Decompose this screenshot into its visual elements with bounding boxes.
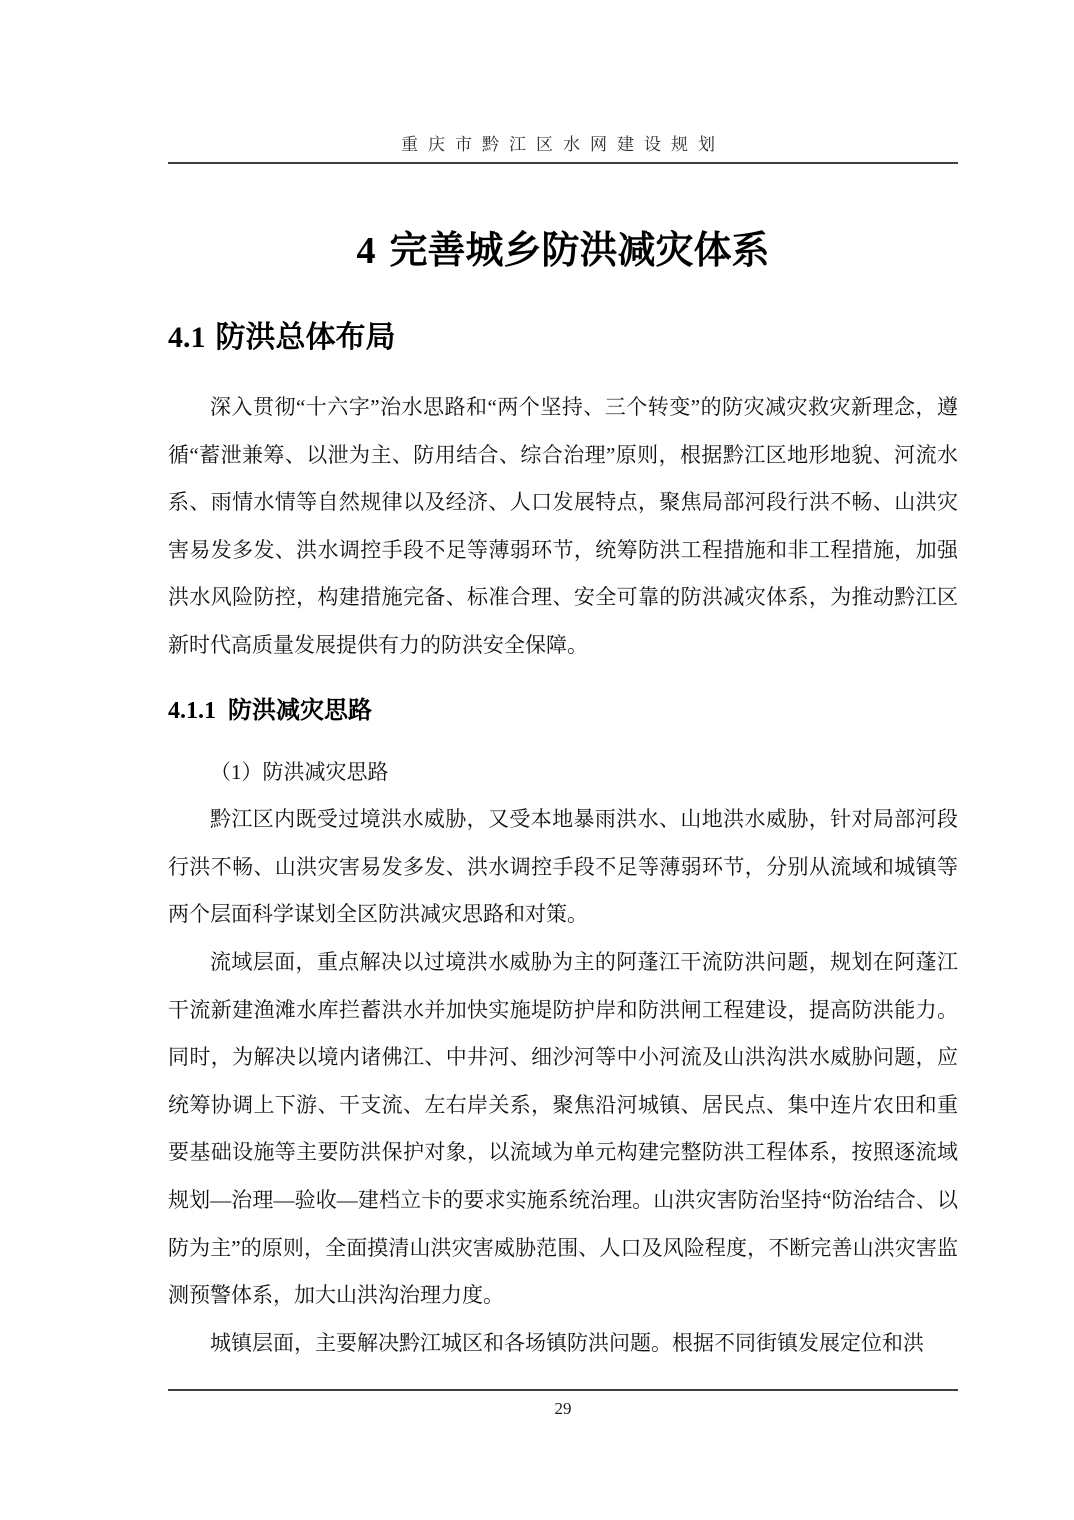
paragraph-town-level: 城镇层面，主要解决黔江城区和各场镇防洪问题。根据不同街镇发展定位和洪 (210, 1330, 924, 1355)
section-heading-4-1 (168, 320, 958, 356)
chapter-title-text: 完善城乡防洪减灾体系 (389, 230, 770, 272)
chapter-number: 4 (356, 230, 376, 272)
section-number: 4.1 (168, 321, 206, 354)
paragraph-overview: 黔江区内既受过境洪水威胁，又受本地暴雨洪水、山地洪水威胁，针对局部河段行洪不畅、山洪灾害易发多发、洪水调控手段不足等薄弱环节，分别从流域和城镇等两个层面科学谋划全区防洪减灾思路和对策。 (168, 807, 958, 927)
paragraph-list-label: （1）防洪减灾思路 (210, 759, 389, 784)
page-content (168, 0, 958, 1367)
page-header (168, 134, 958, 164)
section-heading-text: 防洪总体布局 (215, 321, 396, 354)
page-number: 29 (554, 1399, 572, 1418)
header-title: 重庆市黔江区水网建设规划 (401, 135, 725, 154)
page-footer (168, 1389, 958, 1419)
subsection-heading-text: 防洪减灾思路 (228, 696, 372, 724)
subsection-number: 4.1.1 (168, 697, 216, 724)
paragraph-basin-level: 流域层面，重点解决以过境洪水威胁为主的阿蓬江干流防洪问题，规划在阿蓬江干流新建渔滩水库拦蓄洪水并加快实施堤防护岸和防洪闸工程建设，提高防洪能力。同时，为解决以境内诸佛江、中井河、细沙河等中小河流及山洪沟洪水威胁问题，应统筹协调上下游、干支流、左右岸关系，聚焦沿河城镇、居民点、集中连片农田和重要基础设施等主要防洪保护对象，以流域为单元构建完整防洪工程体系，按照逐流域规划—治理—验收—建档立卡的要求实施系统治理。山洪灾害防治坚持“防治结合、以防为主”的原则，全面摸清山洪灾害威胁范围、人口及风险程度，不断完善山洪灾害监测预警体系，加大山洪沟治理力度。 (168, 949, 958, 1308)
paragraph-section-intro: 深入贯彻“十六字”治水思路和“两个坚持、三个转变”的防灾减灾救灾新理念，遵循“蓄泄兼筹、以泄为主、防用结合、综合治理”原则，根据黔江区地形地貌、河流水系、雨情水情等自然规律以及经济、人口发展特点，聚焦局部河段行洪不畅、山洪灾害易发多发、洪水调控手段不足等薄弱环节，统筹防洪工程措施和非工程措施，加强洪水风险防控，构建措施完备、标准合理、安全可靠的防洪减灾体系，为推动黔江区新时代高质量发展提供有力的防洪安全保障。 (168, 395, 958, 657)
subsection-heading-4-1-1 (168, 696, 958, 726)
chapter-title (168, 228, 958, 274)
